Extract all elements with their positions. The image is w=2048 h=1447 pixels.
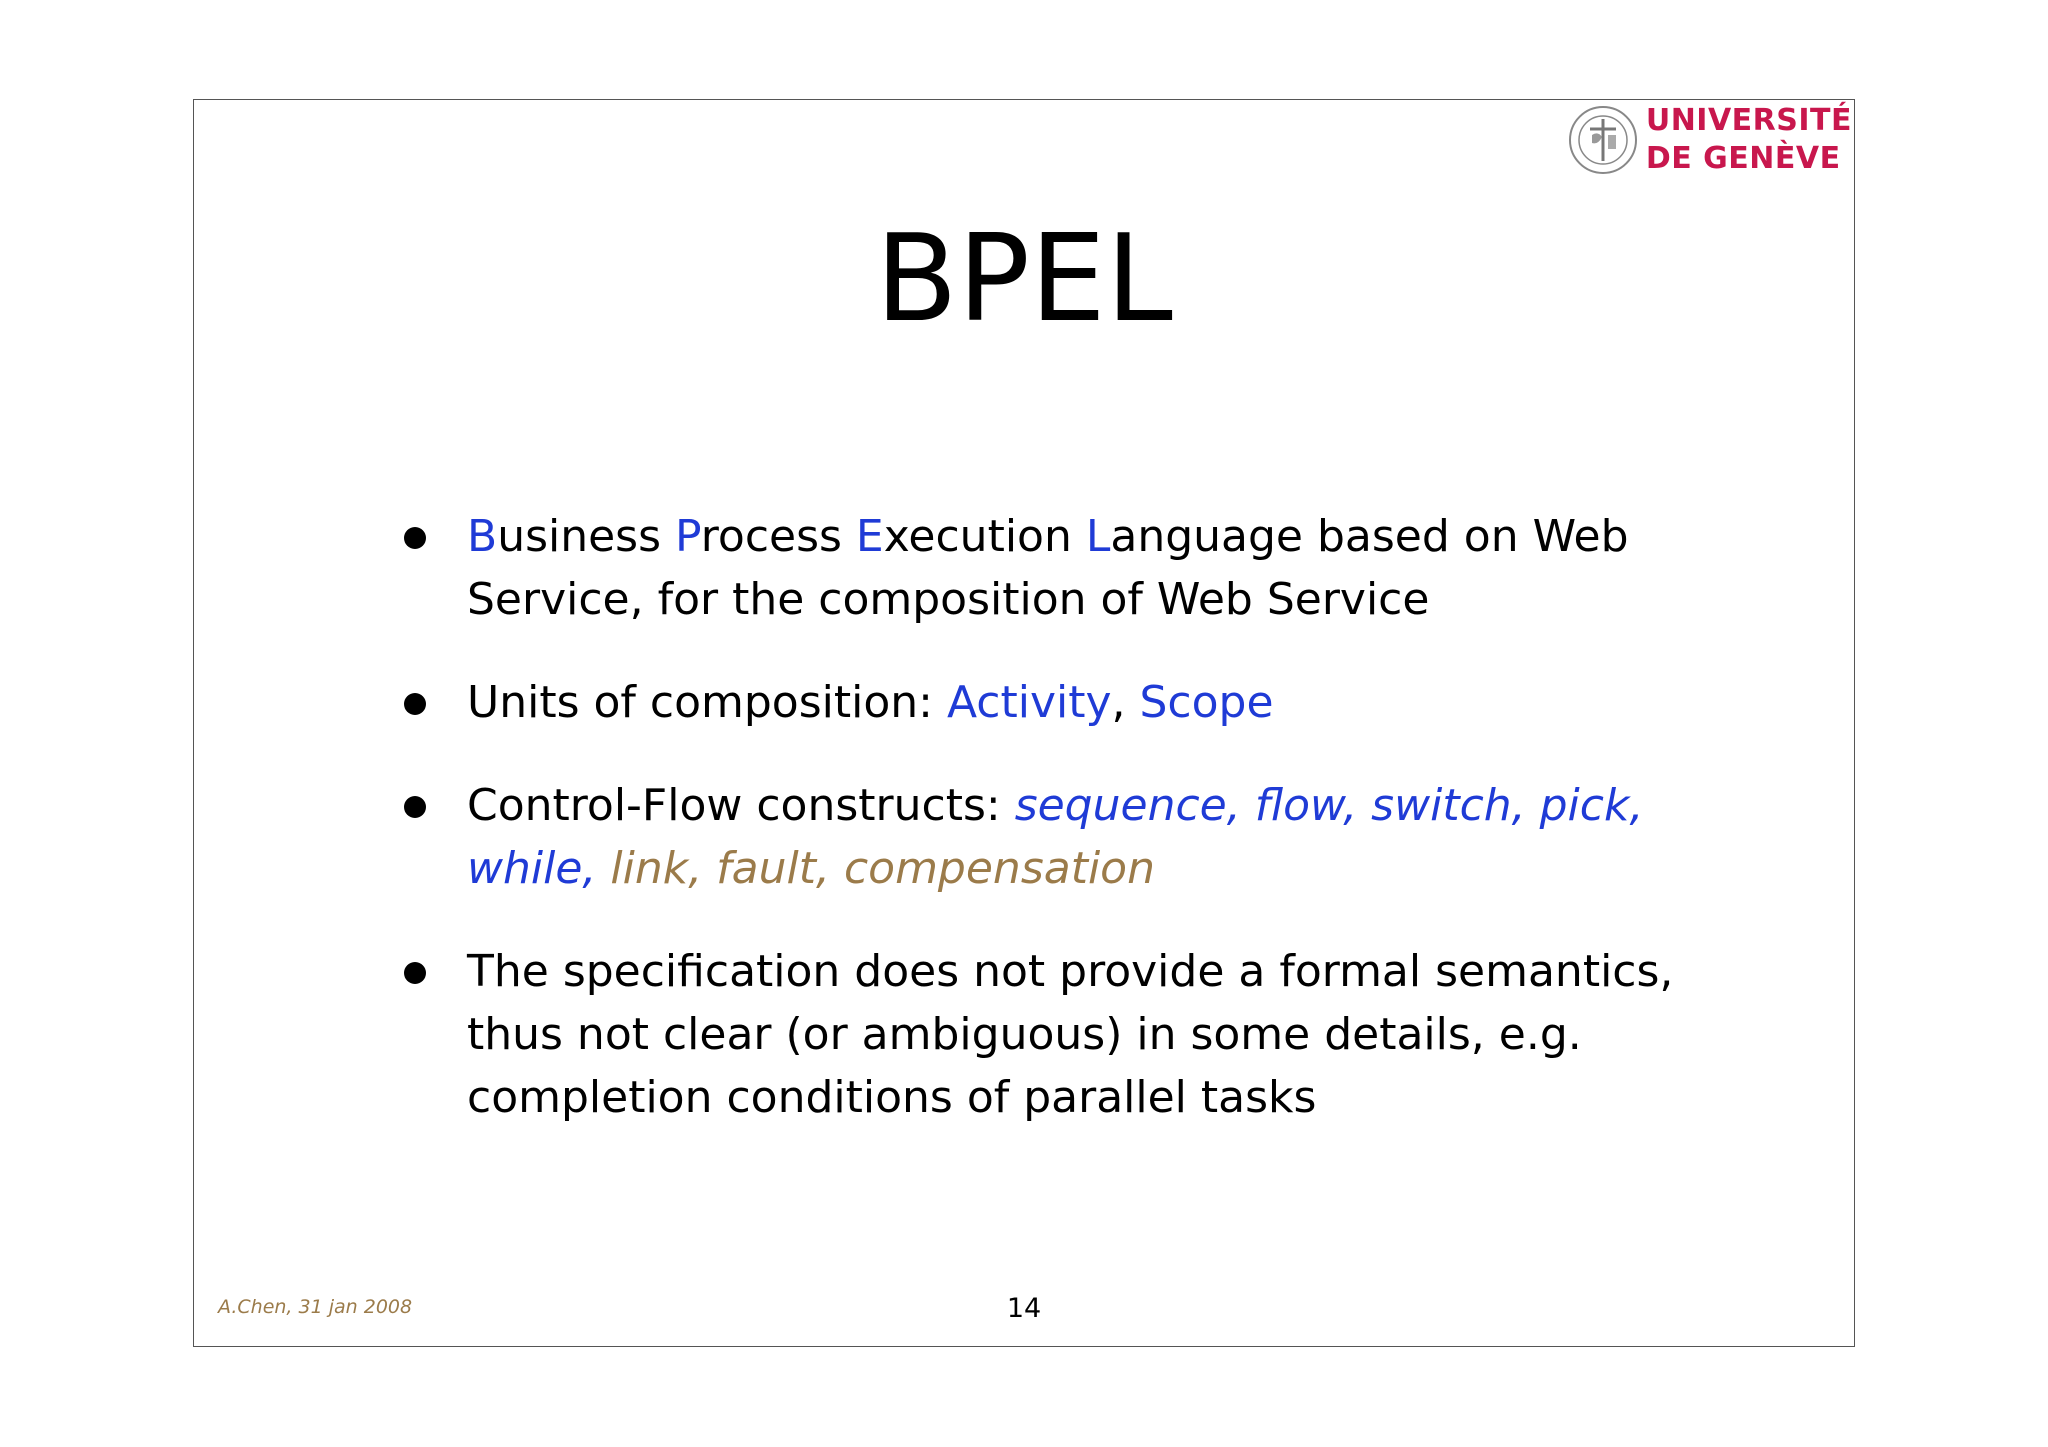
bullet-item-bpel-definition	[394, 505, 1694, 631]
bullet-dot	[404, 693, 426, 715]
control-flow-brown-constructs: link, fault, compensation	[596, 843, 1155, 894]
university-name-line1: UNIVERSITÉ	[1645, 103, 1852, 138]
units-lead-text: Units of composition:	[467, 677, 947, 728]
unit-separator: ,	[1111, 677, 1140, 728]
bullet-dot	[404, 527, 426, 549]
bullet-dot	[404, 962, 426, 984]
footer-author-date: A.Chen, 31 jan 2008	[218, 1296, 413, 1318]
acronym-letter-e: E	[855, 511, 884, 562]
acronym-letter-l: L	[1085, 511, 1111, 562]
university-name	[1646, 102, 1852, 178]
slide-title: BPEL	[875, 210, 1173, 349]
bullet-item-control-flow	[394, 774, 1694, 900]
unit-activity: Activity	[946, 677, 1112, 728]
bullet-item-specification	[394, 940, 1694, 1129]
word-process-rest: rocess	[700, 511, 856, 562]
word-execution-rest: xecution	[883, 511, 1086, 562]
control-flow-blue-constructs: sequence, flow, switch, pick, while,	[467, 780, 1644, 894]
acronym-letter-b: B	[467, 511, 498, 562]
university-seal-icon	[1568, 105, 1638, 175]
university-name-line2: DE GENÈVE	[1645, 141, 1841, 176]
unit-scope: Scope	[1139, 677, 1274, 728]
definition-rest-text: anguage based on Web Service, for the composition of Web Service	[467, 511, 1629, 625]
university-logo	[1568, 102, 1852, 178]
word-business-rest: usiness	[497, 511, 676, 562]
acronym-letter-p: P	[675, 511, 701, 562]
bullet-dot	[404, 796, 426, 818]
specification-text: The specification does not provide a formal semantics, thus not clear (or ambiguous) in some details, e.g. completion conditions of parallel tasks	[467, 946, 1674, 1123]
control-flow-lead-text: Control-Flow constructs:	[467, 780, 1015, 831]
page-number: 14	[1006, 1293, 1042, 1324]
bullet-list	[394, 505, 1694, 1169]
slide	[193, 99, 1855, 1347]
bullet-item-units	[394, 671, 1694, 734]
